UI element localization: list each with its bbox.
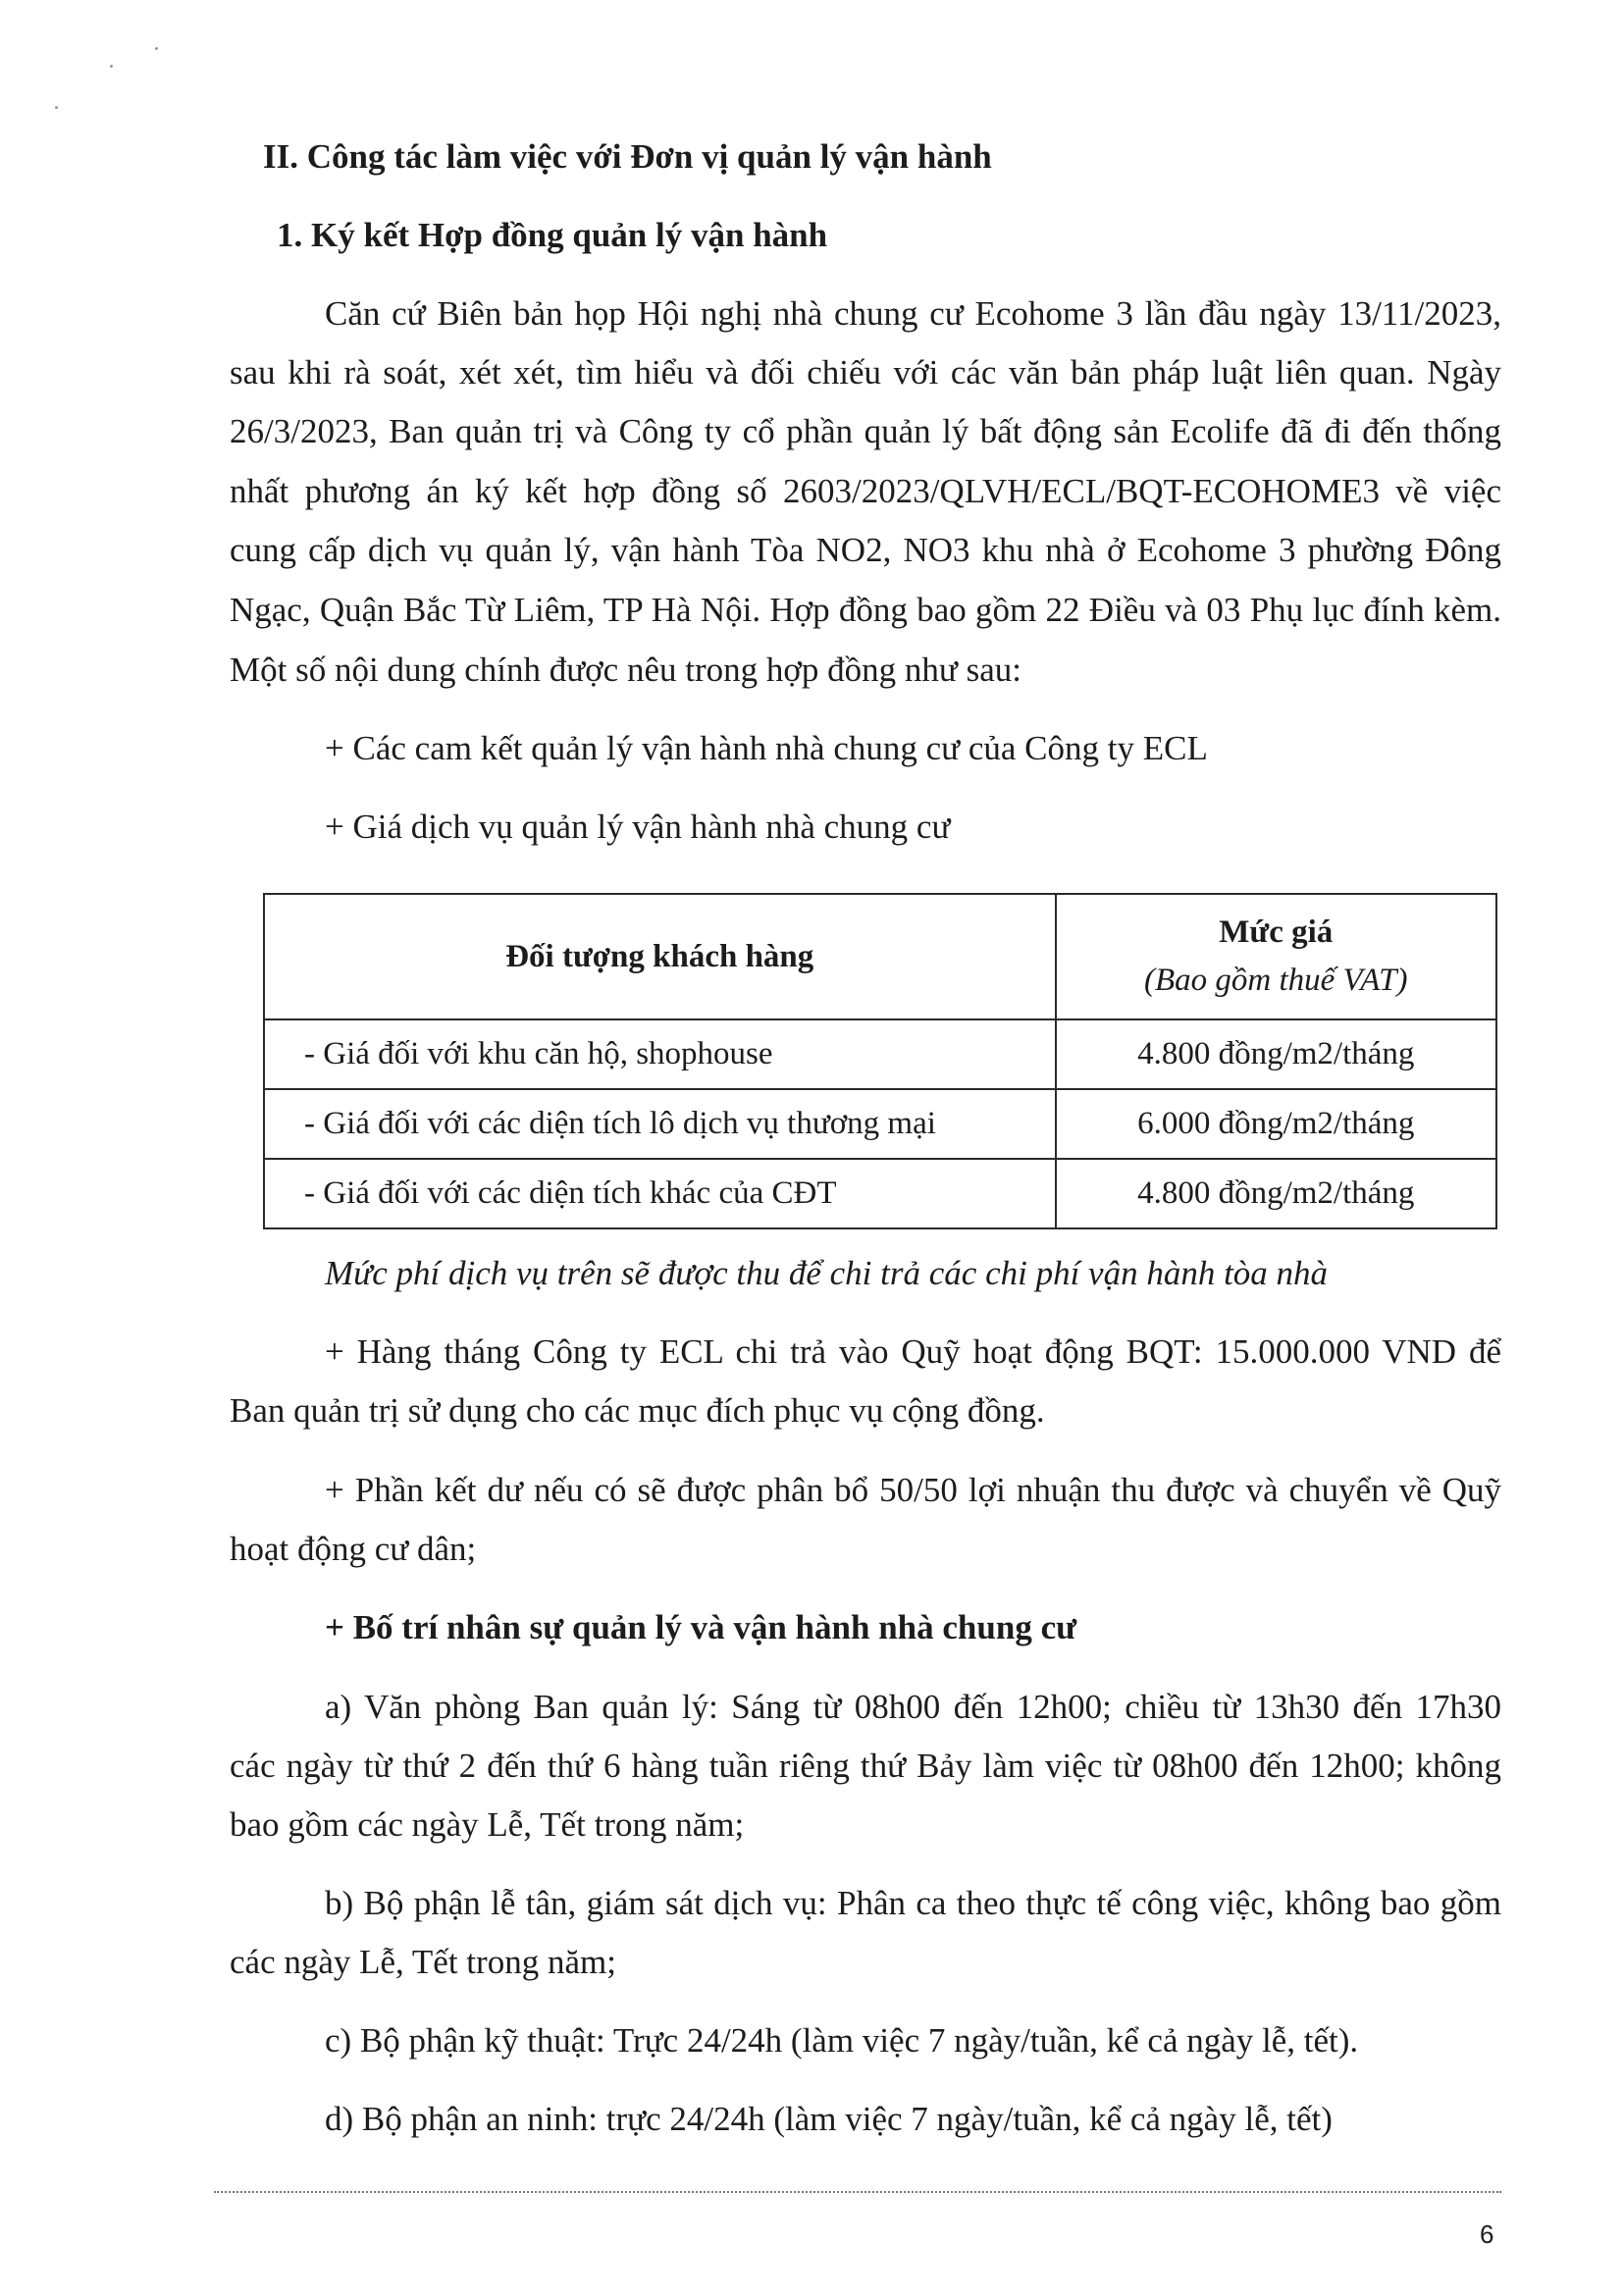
office-line: các ngày từ thứ 2 đến thứ 6 hàng tuần riêng thứ Bảy làm việc từ 08h00 đến 12h00; không [230, 1747, 1501, 1785]
fund-line: + Hàng tháng Công ty ECL chi trả vào Quỹ hoạt động BQT: 15.000.000 VND để [325, 1332, 1501, 1371]
reception-line: b) Bộ phận lễ tân, giám sát dịch vụ: Phân ca theo thực tế công việc, không bao gồm [325, 1884, 1501, 1922]
fund-line: Ban quản trị sử dụng cho các mục đích phục vụ cộng đồng. [230, 1391, 1045, 1430]
intro-line: Một số nội dung chính được nêu trong hợp đồng như sau: [230, 651, 1021, 689]
intro-line: cung cấp dịch vụ quản lý, vận hành Tòa NO2, NO3 khu nhà ở Ecohome 3 phường Đông [230, 531, 1501, 569]
security-line: d) Bộ phận an ninh: trực 24/24h (làm việc 7 ngày/tuần, kể cả ngày lễ, tết) [325, 2100, 1333, 2138]
header-customer: Đối tượng khách hàng [264, 894, 1056, 1019]
row-category: - Giá đối với khu căn hộ, shophouse [264, 1019, 1056, 1089]
fee-note: Mức phí dịch vụ trên sẽ được thu để chi trả các chi phí vận hành tòa nhà [325, 1254, 1329, 1292]
row-category: - Giá đối với các diện tích lô dịch vụ thương mại [264, 1089, 1056, 1159]
intro-line: nhất phương án ký kết hợp đồng số 2603/2023/QLVH/ECL/BQT-ECOHOME3 về việc [230, 472, 1501, 510]
row-category: - Giá đối với các diện tích khác của CĐT [264, 1159, 1056, 1228]
table-row [264, 1089, 1496, 1159]
header-price [1056, 894, 1496, 1019]
row-price: 6.000 đồng/m2/tháng [1056, 1089, 1496, 1159]
intro-line: sau khi rà soát, xét xét, tìm hiểu và đối chiếu với các văn bản pháp luật liên quan. Ngày [230, 353, 1501, 391]
bullet-commitments: + Các cam kết quản lý vận hành nhà chung cư của Công ty ECL [325, 729, 1208, 767]
scan-speck [110, 65, 113, 68]
scan-speck [155, 47, 158, 50]
header-price-label: Mức giá [1219, 914, 1334, 950]
reception-line: các ngày Lễ, Tết trong năm; [230, 1943, 616, 1981]
intro-line: 26/3/2023, Ban quản trị và Công ty cổ phần quản lý bất động sản Ecolife đã đi đến thống [230, 412, 1501, 450]
row-price: 4.800 đồng/m2/tháng [1056, 1019, 1496, 1089]
intro-line: Căn cứ Biên bản họp Hội nghị nhà chung cư Ecohome 3 lần đầu ngày 13/11/2023, [325, 294, 1501, 333]
price-table [263, 893, 1497, 1229]
table-row [264, 1019, 1496, 1089]
row-price: 4.800 đồng/m2/tháng [1056, 1159, 1496, 1228]
bullet-price: + Giá dịch vụ quản lý vận hành nhà chung cư [325, 808, 951, 846]
table-header-row [264, 894, 1496, 1019]
table-row [264, 1159, 1496, 1228]
staffing-heading: + Bố trí nhân sự quản lý và vận hành nhà chung cư [325, 1608, 1077, 1646]
surplus-line: + Phần kết dư nếu có sẽ được phân bổ 50/50 lợi nhuận thu được và chuyển về Quỹ [325, 1471, 1501, 1509]
technical-line: c) Bộ phận kỹ thuật: Trực 24/24h (làm việc 7 ngày/tuần, kể cả ngày lễ, tết). [325, 2021, 1359, 2060]
header-price-note: (Bao gồm thuế VAT) [1143, 963, 1408, 998]
footer-rule [214, 2191, 1501, 2193]
surplus-line: hoạt động cư dân; [230, 1530, 477, 1568]
section-heading: II. Công tác làm việc với Đơn vị quản lý vận hành [263, 137, 992, 176]
intro-line: Ngạc, Quận Bắc Từ Liêm, TP Hà Nội. Hợp đồng bao gồm 22 Điều và 03 Phụ lục đính kèm. [230, 591, 1501, 629]
office-line: bao gồm các ngày Lễ, Tết trong năm; [230, 1805, 745, 1844]
scan-speck [55, 106, 58, 109]
office-line: a) Văn phòng Ban quản lý: Sáng từ 08h00 đến 12h00; chiều từ 13h30 đến 17h30 [325, 1688, 1501, 1726]
subsection-heading: 1. Ký kết Hợp đồng quản lý vận hành [277, 216, 828, 254]
page-number: 6 [1480, 2219, 1494, 2249]
